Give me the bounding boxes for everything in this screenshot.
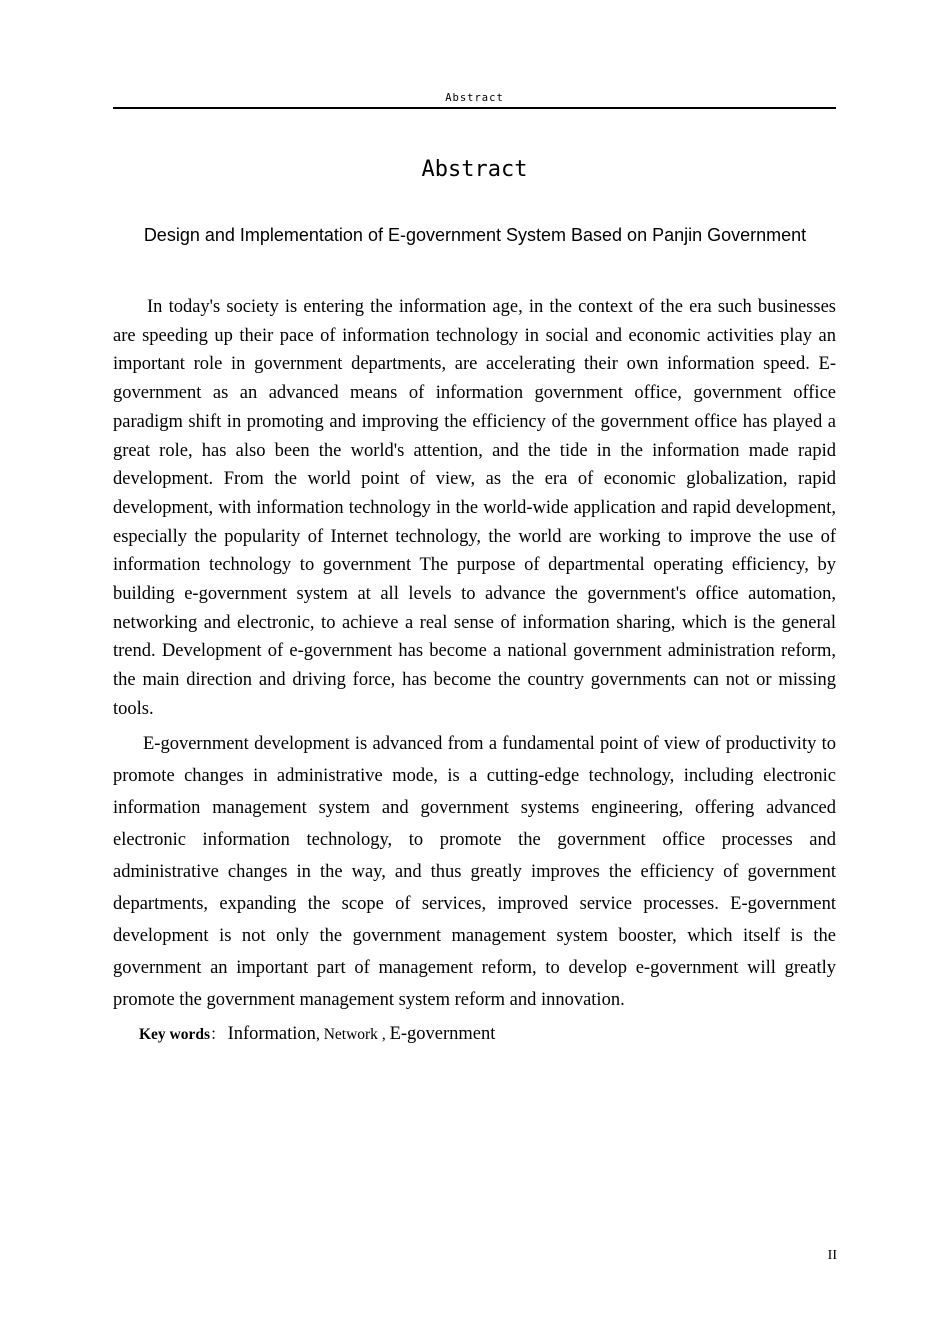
thesis-subtitle: Design and Implementation of E-government System Based on Panjin Government [143,225,807,245]
keyword-item: E-government [389,1023,496,1044]
page-title: Abstract [421,157,528,182]
abstract-body [113,293,836,1051]
keyword-item: Information [227,1023,316,1044]
keyword-separator: , [315,1025,324,1043]
keywords-label: Key words [139,1025,211,1043]
header-rule [113,107,836,109]
page-number: II [827,1248,837,1263]
running-header: Abstract [445,92,504,104]
keywords-line [113,1018,836,1051]
keywords-separator: ： [210,1025,226,1043]
abstract-paragraph-2: E-government development is advanced from a fundamental point of view of productivity to promote changes in administrative mode, is a cutting-edge technology, including electronic information management system and government systems engineering, offering advanced electronic information technology, to promote the government office processes and administrative changes in the way, and thus greatly improves the efficiency of government departments, expanding the scope of services, improved service processes. E-government development is not only the government management system booster, which itself is the government an important part of management reform, to develop e-government will greatly promote the government management system reform and innovation. [113,733,836,1010]
abstract-paragraph-1: In today's society is entering the information age, in the context of the era such businesses are speeding up their pace of information technology in social and economic activities play an important role in government departments, are accelerating their own information speed. E-government as an advanced means of information government office, government office paradigm shift in promoting and improving the efficiency of the government office has played a great role, has also been the world's attention, and the tide in the information made rapid development. From the world point of view, as the era of economic globalization, rapid development, with information technology in the world-wide application and rapid development, especially the popularity of Internet technology, the world are working to improve the use of information technology to government The purpose of departmental operating efficiency, by building e-government system at all levels to advance the government's office automation, networking and electronic, to achieve a real sense of information sharing, which is the general trend. Development of e-government has become a national government administration reform, the main direction and driving force, has become the country governments can not or missing tools. [113,297,836,719]
keyword-item: Network [323,1025,378,1043]
keyword-separator: , [377,1025,390,1043]
